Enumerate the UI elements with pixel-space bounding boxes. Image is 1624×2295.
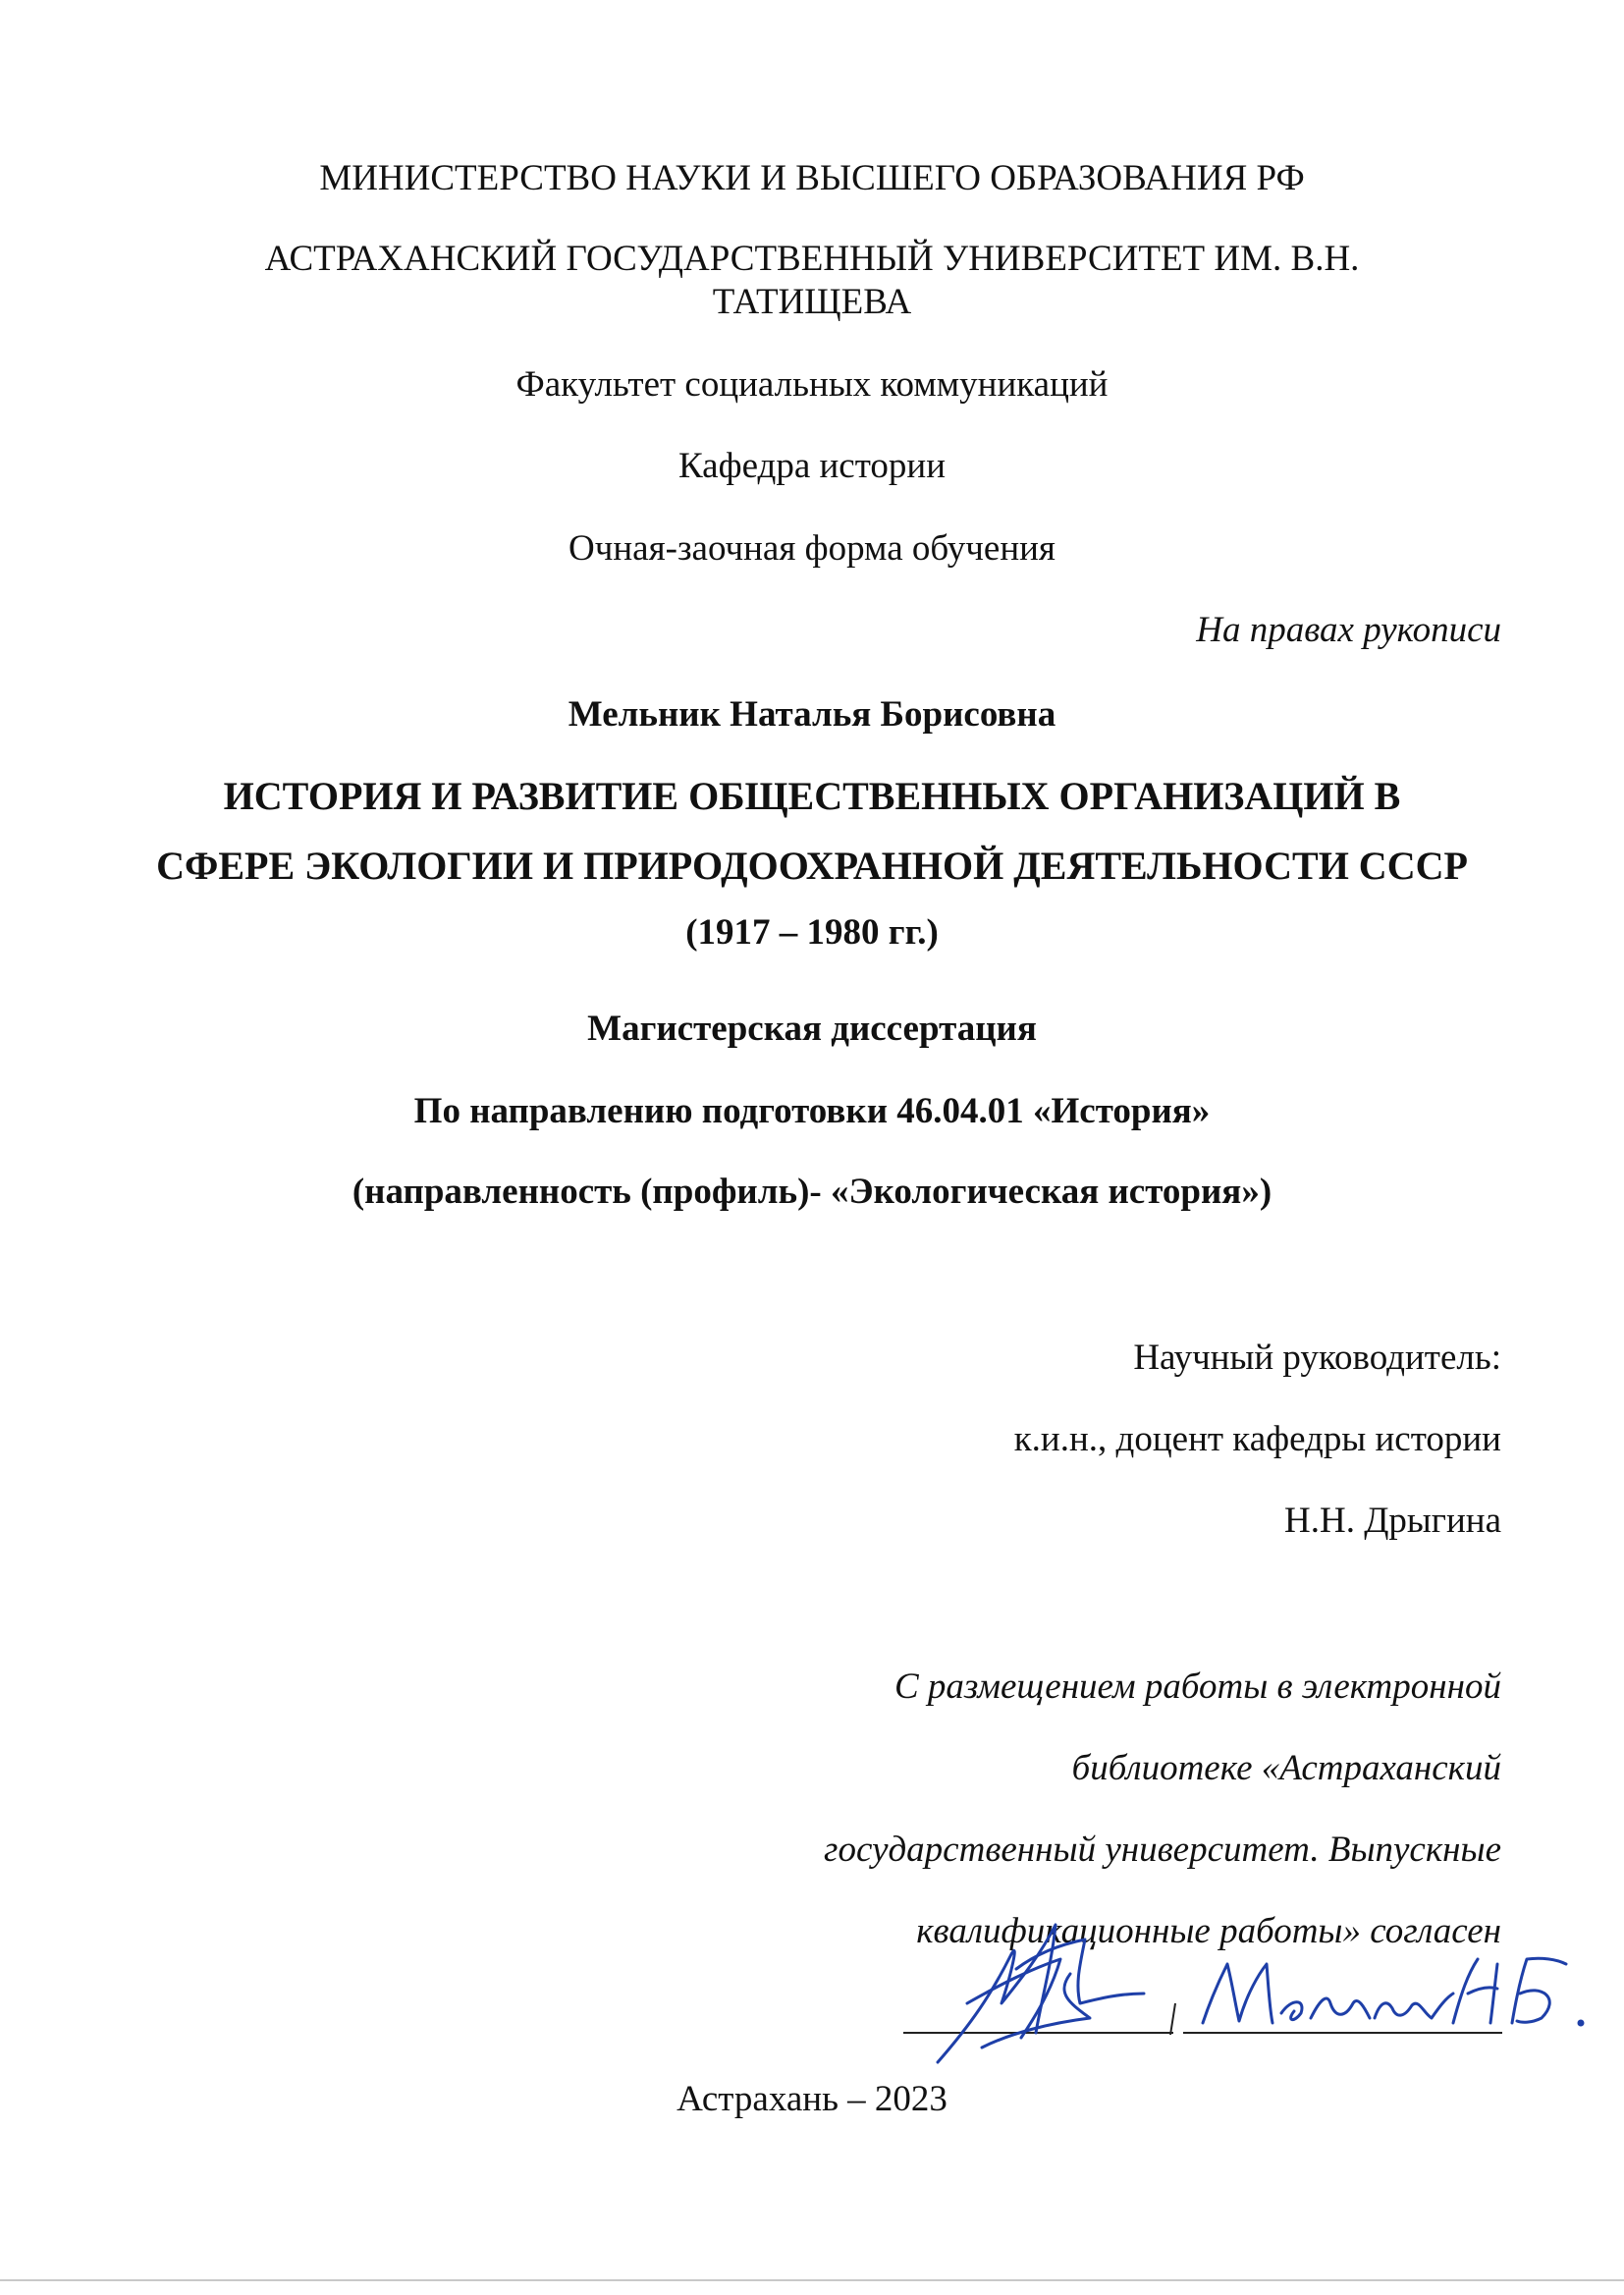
author-name: Мельник Наталья Борисовна [568,694,1056,735]
study-profile: (направленность (профиль)- «Экологическая история») [352,1172,1272,1212]
scan-border-line [0,2279,1624,2281]
supervisor-name: Н.Н. Дрыгина [1284,1501,1501,1541]
ministry-heading: МИНИСТЕРСТВО НАУКИ И ВЫСШЕГО ОБРАЗОВАНИЯ РФ [319,158,1305,198]
city-year: Астрахань – 2023 [677,2079,947,2119]
study-direction: По направлению подготовки 46.04.01 «История» [413,1091,1211,1131]
study-form: Очная-заочная форма обучения [568,528,1056,569]
work-type: Магистерская диссертация [587,1009,1037,1049]
thesis-title-line2: СФЕРЕ ЭКОЛОГИИ И ПРИРОДООХРАННОЙ ДЕЯТЕЛЬНОСТИ СССР [156,844,1468,888]
handwritten-name-signature [1203,1958,1583,2025]
consent-line1: С размещением работы в электронной [893,1667,1501,1707]
supervisor-position: к.и.н., доцент кафедры истории [1013,1419,1501,1459]
supervisor-label: Научный руководитель: [1133,1338,1501,1378]
university-name-line2: ТАТИЩЕВА [712,282,912,322]
consent-line2: библиотеке «Астраханский [1071,1748,1501,1788]
signature-separator [1170,2003,1175,2035]
faculty-name: Факультет социальных коммуникаций [515,364,1109,405]
thesis-title-line1: ИСТОРИЯ И РАЗВИТИЕ ОБЩЕСТВЕННЫХ ОРГАНИЗАЦИЙ В [223,774,1401,818]
university-name-line1: АСТРАХАНСКИЙ ГОСУДАРСТВЕННЫЙ УНИВЕРСИТЕТ ИМ. В.Н. [264,239,1360,279]
thesis-title-years: (1917 – 1980 гг.) [685,912,939,953]
consent-line4: квалификационные работы» согласен [916,1911,1501,1951]
manuscript-note: На правах рукописи [1196,610,1501,650]
consent-line3: государственный университет. Выпускные [824,1830,1501,1870]
department-name: Кафедра истории [677,446,947,486]
